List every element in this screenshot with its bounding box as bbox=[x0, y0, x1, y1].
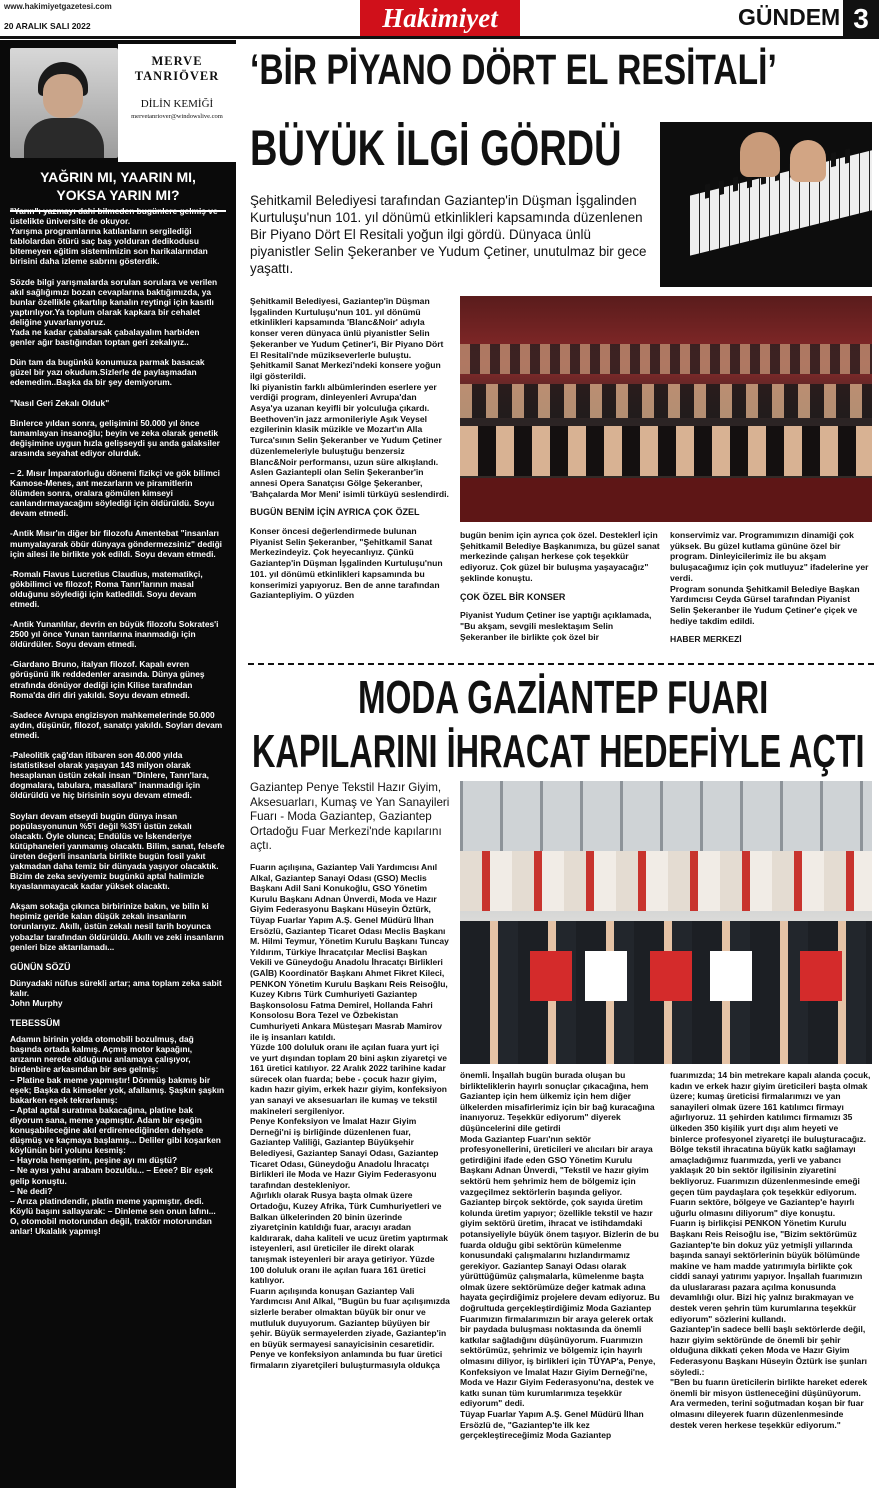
column-paragraph: -Romalı Flavus Lucretius Claudius, matematikçi, gökbilimci ve filozof; Roma Tanrı'larının masal olduğunu söylediği için katledildi. Soyu devam etmedi. bbox=[10, 568, 203, 609]
column-paragraph: Dün tam da bugünkü konumuza parmak basacak güzel bir yazı okudum.Sizlerle de paylaşmadan edemedim..Başka da bir şey demiyorum. bbox=[10, 357, 205, 388]
column-body bbox=[10, 206, 226, 1246]
article1-text: konservimiz var. Programımızın dinamiği çok yüksek. Bu güzel kutlama gününe özel bir program. Dinleyicilerimiz ile bu akşam buluşacağımız için çok mutluyuz" ifadelerine yer verdi. Program sonunda Şehitkamil Belediye Başkan Yardımcısı Ceyda Gürsel tarafından Piyanist Selin Şekeranber ile Yudum Çetiner'e çiçek ve hediye takdim edildi. bbox=[670, 530, 869, 626]
column-title bbox=[0, 168, 236, 204]
author-last-name: TANRIÖVER bbox=[134, 69, 220, 83]
article1-subhead1: BUGÜN BENİM İÇİN AYRICA ÇOK ÖZEL bbox=[250, 507, 420, 518]
article1-headline-line1: ‘BİR PİYANO DÖRT EL RESİTALİ’ bbox=[250, 46, 777, 94]
column-paragraph: – 2. Mısır İmparatorluğu dönemi fizikçi ve gök bilimci Kamose-Menes, ant mezarların ve piramitlerin ölümden sonra, oralara gömülen kimseyi canlandırmayacağını söylediği için öldürüldü. Soyu devam etmedi. bbox=[10, 467, 220, 519]
column-paragraph: Sözde bilgi yarışmalarda sorulan sorulara ve verilen akıl sağlığımızı bozan cevaplarına baktığımızda, ya bunlar özellikle çıkartılıp kanalın reytingi için kasıtlı yaptırılıyor.Ya toplum olarak kapkara bir cehalet deliğine yuvarlanıyoruz. Yada ne kadar çabalarsak çabalayalım harbiden genler ağır bastığından toptan geri zekalıyız.. bbox=[10, 276, 218, 348]
author-photo bbox=[10, 48, 118, 158]
article2-headline-line2: KAPILARINI İHRACAT HEDEFİYLE AÇTI bbox=[252, 725, 865, 777]
author-box bbox=[118, 44, 236, 162]
masthead-logo: Hakimiyet bbox=[360, 0, 520, 36]
article-divider bbox=[248, 663, 874, 665]
column-title-line1: YAĞRIN MI, YAARIN MI, bbox=[40, 169, 196, 185]
column-paragraph: "Yarın"ı yazmayı dahi bilmeden bugünlere gelmiş ve üstelikte üniversite de okuyor. Yarışma programlarına katılanların sergilediği tablolardan ötürü saç baş yolduran dedikodusu bitemeyen eğitim sistemimizin son harikalarından birisini daha izleme sabrını gösterdik. bbox=[10, 206, 218, 267]
article2-lead: Gaziantep Penye Tekstil Hazır Giyim, Aksesuarları, Kumaş ve Yan Sanayileri Fuarı - Moda Gaziantep, Gaziantep Ortadoğu Fuar Merkezi'nde kapılarını açtı. bbox=[250, 781, 450, 852]
issue-date: 20 ARALIK SALI 2022 bbox=[4, 21, 91, 31]
opinion-column bbox=[0, 40, 236, 1488]
column-paragraph: "Nasıl Geri Zekalı Olduk" bbox=[10, 397, 110, 408]
column-paragraph: -Sadece Avrupa engizisyon mahkemelerinde 50.000 aydın, düşünür, filozof, sanatçı yakıldı. Soyları devam etmedi. bbox=[10, 709, 223, 740]
column-paragraph: -Antik Yunanlılar, devrin en büyük filozofu Sokrates'i 2500 yıl önce Yunan tanrılarına inanmadığı için öldürdüler. Soyu devam etmedi. bbox=[10, 619, 219, 650]
joke-text: Adamın birinin yolda otomobili bozulmuş, dağ başında ortada kalmış. Açmış motor kapağını, arızanın nerede olduğunu anlamaya çalışıyor, birdenbire arkasından bir ses gelmiş: – Platine bak meme yapmıştır! Dönmüş bakmış bir eşek; Başka da kimseler yok, afallamış. Şaşkın şaşkın bakarken eşek tekrarlamış: – Aptal aptal suratıma bakacağına, platine bak diyorum sana, meme yapmıştır. Adam bir eşeğin konuşabileceğine akıl erdiremediğinden dehşete düşmüş ve kaçmaya başlamış... Deliler gibi koşarken köylünün biri yolunu kesmiş: – Hayrola hemşerim, peşine ayı mı düştü? – Ne ayısı yahu arabam bozuldu... – Eeee? Bir eşek gelip konuştu. – Ne dedi? – Arıza platindendir, platin meme yapmıştır, dedi. Köylü başını sallayarak: – Dinleme sen onun lafını... O, otomobil motorundan değil, traktör motorundan anlar! Ukalalık yapmış! bbox=[10, 1034, 225, 1236]
article1-text: Şehitkamil Belediyesi, Gaziantep'in Düşman İşgalinden Kurtuluşu'nun 101. yıl dönümü etkinlikleri kapsamında 'Blanc&Noir' adıyla konser veren dünyaca ünlü piyanistler Selin Şekeranber ve Yudum Çetiner'i, Bir Piyano Dört El Resitali'nde müzikseverlerle buluştu. Şehitkamil Sanat Merkezi'ndeki konsere yoğun ilgi gösterildi. İki piyanistin farklı albümlerinden eserlere yer verdiği program, dinleyenleri Avrupa'dan Asya'ya uzanan keyifli bir yolculuğa çıkardı. Beethoven'in jazz armonileriyle Aşık Veysel ezgilerinin klasik müzikle ve Mozart'ın Alla Turca'sının Selin Şekeranber ve Yudum Çetiner düzenlemeleriyle buluştuğu benzersiz Blanc&Noir performansı, uzun süre alkışlandı. Aslen Gaziantepli olan Selin Şekeranber'in annesi Opera Sanatçısı Gölge Şekeranber, 'Bahçalarda Mor Meni' isimli türküyü seslendirdi. bbox=[250, 296, 449, 499]
article1-column1 bbox=[250, 296, 450, 609]
author-first-name: MERVE bbox=[151, 54, 203, 68]
article2-column2 bbox=[460, 1070, 662, 1449]
article2-headline-line1: MODA GAZİANTEP FUARI bbox=[358, 671, 769, 723]
page-number-box: 3 bbox=[843, 0, 879, 37]
column-paragraph: -Giardano Bruno, italyan filozof. Kapalı evren görüşünü ilk reddedenler arasında. Dünya güneş etrafında dönüyor dediği için Kilise tarafından Roma'da diri diri yakıldı. Soyu devam etmedi. bbox=[10, 659, 205, 700]
column-paragraph: Binlerce yıldan sonra, gelişimini 50.000 yıl önce tamamlayan insanoğlu; beyin ve zeka olarak genetik değişimine uygun hızla gelişseydi şu anda galaksiler arasında seyahat ediyor olurduk. bbox=[10, 417, 220, 458]
concert-audience-photo bbox=[460, 296, 872, 522]
article2-text: önemli. İnşallah bugün burada oluşan bu birlikteliklerin hayırlı sonuçlar çıkacağına, hem Gaziantep için hem ülkemiz için hem diğer ülkelerden misafirlerimiz için bir bağ kuracağına inanıyoruz. Teşekkür ediyorum" diyerek düşüncelerini dile getirdi Moda Gaziantep Fuarı'nın sektör profesyonellerini, üreticileri ve alıcıları bir araya getirdiğini ifade eden GSO Yönetim Kurulu Başkanı Adnan Ünverdi, "Tekstil ve hazır giyim sektörü hem şehrimiz hem de bölgemiz için vazgeçilmez sektörlerin başında geliyor. Gaziantep birçok sektörde, çok sayıda üretim kolunda üretim yapıyor; özellikle tekstil ve hazır giyim sektörü üretim, ihracat ve istihdamdaki potansiyeliyle büyük önem taşıyor. Bizlerin de bu fuarda olduğu gibi sektörün kümelenme konusundaki çalışmalarını hızlandırmamız gerekiyor. Gaziantep Sanayi Odası olarak yürüttüğümüz çalışmalarla, kümelenme başta olmak üzere sektörümüze değer katmak adına hayata geçirdiğimiz projelere devam ediyoruz. Bu doğrultuda gerçekleştirdiğimiz Moda Gaziantep Fuarımızın firmalarımızın bir araya gelerek ortak bir paydada buluşması noktasında da önemli katkılar sağladığını düşünüyorum. Fuarımızın sektörümüz, şehrimiz ve bölgemiz için hayırlı olmasını diliyor, iş birlikleri için TÜYAP'a, Penye, Konfeksiyon ve İmalat Hazır Giyim Derneği'ne, Moda ve Hazır Giyim Federasyonu'na, destek ve katkı sunan tüm kurumlarımıza teşekkür ediyorum" dedi. Tüyap Fuarlar Yapım A.Ş. Genel Müdürü İlhan Ersözlü de, "Gaziantep'te ilk kez gerçekleştireceğimiz Moda Gaziantep bbox=[460, 1070, 660, 1441]
author-email[interactable]: mervetanriover@windowslive.com bbox=[131, 113, 223, 120]
column-paragraph: Soyları devam etseydi bugün dünya insan popülasyonunun %5'i değil %35'i üstün zekalı olacaktı. Öyle olunca; Endülüs ve İskenderiye kütüphaneleri yanmamış olacaktı. Bilim, sanat, felsefe üreten değerli insanlarla birlikte bugün fosil yakıt yakmadan daha temiz bir dünyada yaşıyor olacaktık. Bizim de zeka seviyemiz bugünkü aptal halimizle kıyaslanmayacak kadar yüksek olacaktı. bbox=[10, 810, 225, 892]
article1-column2 bbox=[460, 530, 662, 650]
article1-text: Konser öncesi değerlendirmede bulunan Piyanist Selin Şekeranber, "Şehitkamil Sanat Merkezindeyiz. Çok heyecanlıyız. Çünkü Gaziantep'in Düşman İşgalinden Kurtuluşu'nun 101. yıl dönümü etkinlikleri kapsamında bu konserimizi yapıyoruz. Ben de anne tarafından Gaziantepliyim. O yüzden bbox=[250, 526, 443, 601]
article2-text: Fuarın açılışına, Gaziantep Vali Yardımcısı Anıl Alkal, Gaziantep Sanayi Odası (GSO) Meclis Başkanı Adil Sani Konukoğlu, GSO Yönetim Kurulu Başkanı Adnan Ünverdi, Moda ve Hazır Giyim Federasyonu Başkanı Hüseyin Öztürk, Tüyap Fuarlar Yapım A.Ş. Genel Müdürü İlhan Ersözlü, Gaziantep Ticaret Odası Meclis Başkanı M. Hilmi Teymur, Yönetim Kurulu Başkanı Tuncay Yıldırım, Türkiye İhracatçılar Meclisi Başkan Vekili ve Güneydoğu Anadolu İhracatçı Birlikleri (GAİB) Koordinatör Başkanı Ahmet Fikret Kileci, PENKON Yönetim Kurulu Başkanı Reis Reisoğlu, Kuzey Kıbrıs Türk Cumhuriyeti Gaziantep Başkonsolosu Fatma Demirel, Hollanda Fahri Konsolosu Bora Tezel ve Özbekistan Cumhuriyeti Ankara Müsteşarı Masrab Mamirov ile iş insanları katıldı. Yüzde 100 doluluk oranı ile açılan fuara yurt içi ve yurt dışından toplam 20 bini aşkın ziyaretçi ve 161 üretici katılıyor. 22 Aralık 2022 tarihine kadar sürecek olan fuarda; bebe - çocuk hazır giyim, kadın hazır giyim, erkek hazır giyim, konfeksiyon yan sanayi ve aksesuarları ile kumaş ve tekstil makineleri sergileniyor. Penye Konfeksiyon ve İmalat Hazır Giyim Derneği'ni iş birliğinde düzenlenen fuar, Gaziantep Valiliği, Gaziantep Büyükşehir Belediyesi, Gaziantep Sanayi Odası, Gaziantep Ticaret Odası, Güneydoğu Anadolu İhracatçı Birlikleri ile Moda ve Hazır Giyim Federasyonu tarafından destekleniyor. Ağırlıklı olarak Rusya başta olmak üzere Ortadoğu, Kuzey Afrika, Türk Cumhuriyetleri ve Balkan ülkelerinden 20 binin üzerinde ziyaretçinin katıldığı fuar, aracıyı aradan kaldırarak, daha kaliteli ve ucuz üretim yaptırmak isteyenleri, asıl üreticiler ile direkt olarak tanışmak isteyenleri bir araya getiriyor. Yüzde 100 doluluk oranı ile açılan fuara 161 üretici katılıyor. Fuarın açılışında konuşan Gaziantep Vali Yardımcısı Anıl Alkal, "Bugün bu fuar açılışımızda sizlerle beraber olmaktan büyük bir onur ve mutluluk duyuyorum. Gaziantep büyüyen bir şehir. Büyük sermayelerden ziyade, Gaziantep'in en büyük sermayesi sanayicisinin cesaretidir. Penye ve konfeksiyon anlamında bu fuar üretici firmaların ziyaretçileri buluşturmasıyla oldukça bbox=[250, 862, 450, 1370]
column-name: DİLİN KEMİĞİ bbox=[140, 98, 214, 110]
article1-lead: Şehitkamil Belediyesi tarafından Gaziantep'in Düşman İşgalinden Kurtuluşu'nun 101. yıl dönümü etkinlikleri kapsamında düzenlenen Bir Piyano Dört El Resitali yoğun ilgi gördü. Dünyaca ünlü piyanistler Selin Şekeranber ve Yudum Çetiner, unutulmaz bir gece yaşattı. bbox=[250, 193, 647, 276]
column-paragraph: Akşam sokağa çıkınca birbirinize bakın, ve bilin ki hepimiz geride kalan düşük zekalı insanların torunlarıyız. Akıllı, üstün zekalı nesil tarih boyunca yobazlar tarafından öldürüldü. Akıllı ve zeki insanların genleri bize aktarılamadı... bbox=[10, 901, 224, 952]
article1-text: bugün benim için ayrıca çok özel. Desteklerİ için Şehitkamil Belediye Başkanımıza, bu güzel sanat merkezinde çalışan herkese çok teşekkür ediyoruz. Çok güzel bir buluşma yaşayacağız" şeklinde konuştu. bbox=[460, 530, 660, 583]
article2-column1 bbox=[250, 862, 450, 1379]
column-paragraph: -Antik Mısır'ın diğer bir filozofu Amentebat "insanları mumyalayarak öbür dünyaya göndermezsiniz" dediği için ailesi ile birlikte yok edildi. Soyu devam etmedi. bbox=[10, 528, 223, 559]
fair-opening-photo bbox=[460, 781, 872, 1064]
article1-text: Piyanist Yudum Çetiner ise yaptığı açıklamada, "Bu akşam, sevgili meslektaşım Selin Şekeranber ile birlikte çok özel bir bbox=[460, 610, 652, 642]
quote-heading: GÜNÜN SÖZÜ bbox=[10, 961, 71, 972]
section-label: GÜNDEM bbox=[738, 4, 841, 30]
article2-column3 bbox=[670, 1070, 872, 1438]
article1-byline: HABER MERKEZİ bbox=[670, 634, 742, 645]
column-title-line2: YOKSA YARIN MI? bbox=[56, 187, 180, 203]
article2-text: fuarımızda; 14 bin metrekare kapalı alanda çocuk, kadın ve erkek hazır giyim üreticileri başta olmak üzere; kumaş üreticisi firmalarımızı ve yan sanayileri olmak üzere 161 katılımcı firmayı ağırlıyoruz. 11 şehirden katılımcı firmamızı 35 ülkeden 350 kişilik yurt dışı alım heyeti ve binlerce profesyonel ziyaretçi ile buluşturacağız. Bölge tekstil ihracatına büyük katkı sağlamayı amaçladığımız fuarımızda, yerli ve yabancı yaklaşık 20 bin sektör ilgilisinin ziyaretini bekliyoruz. Fuarımızın düzenlenmesinde emeği geçen tüm paydaşlara çok teşekkür ediyorum. Fuarın sektöre, bölgeye ve Gaziantep'e hayırlı uğurlu olmasını diliyorum" diye konuştu. Fuarın iş birlikçisi PENKON Yönetim Kurulu Başkanı Reis Reisoğlu ise, "Bizim sektörümüz Gaziantep'te bin dokuz yüz yetmişli yıllarında başında sanayi sektörlerinin büyük bölümünde makine ve ham madde yatırımıyla birlikte çok ciddi sanayi yatırımı yapıyor. İnşallah fuarımızın da uluslararası pazara açılma konusunda devamlılığı olur. Bizi hiç yalnız bırakmayan ve destek veren şehrin tüm kurumlarına teşekkür ediyorum" sözlerini kullandı. Gaziantep'in sadece belli başlı sektörlerde değil, hazır giyim sektöründe de önemli bir şehir olduğuna dikkati çeken Moda ve Hazır Giyim Federasyonu Başkanı Hüseyin Öztürk ise şunları söyledi.: "Ben bu fuarın üreticilerin birlikte hareket ederek önemli bir misyon üstleneceğini düşünüyorum. Ara vermeden, terini soğutmadan koşan bir fuar olmasını dileyerek fuarın düzenlenmesinde destek veren herkese teşekkür ediyorum." bbox=[670, 1070, 871, 1430]
header-rule bbox=[0, 36, 879, 39]
article1-column3 bbox=[670, 530, 872, 645]
piano-photo bbox=[660, 122, 872, 287]
article1-subhead2: ÇOK ÖZEL BİR KONSER bbox=[460, 591, 566, 602]
article1-headline-line2: BÜYÜK İLGİ GÖRDÜ bbox=[250, 120, 622, 176]
website-url[interactable]: www.hakimiyetgazetesi.com bbox=[4, 2, 112, 11]
joke-heading: TEBESSÜM bbox=[10, 1018, 61, 1029]
quote-text: Dünyadaki nüfus sürekli artar; ama toplam zeka sabit kalır. John Murphy bbox=[10, 977, 222, 1008]
column-paragraph: -Paleolitik çağ'dan itibaren son 40.000 yılda istatistiksel olarak yaşayan 143 milyon olarak hesaplanan üstün zekalı insan "Dinlere, Tanrı'lara, dogmalara, tabulara, masallara" inanmadığı için öldürüldü ve hiç birisinin soyu devam etmedi. bbox=[10, 750, 209, 801]
